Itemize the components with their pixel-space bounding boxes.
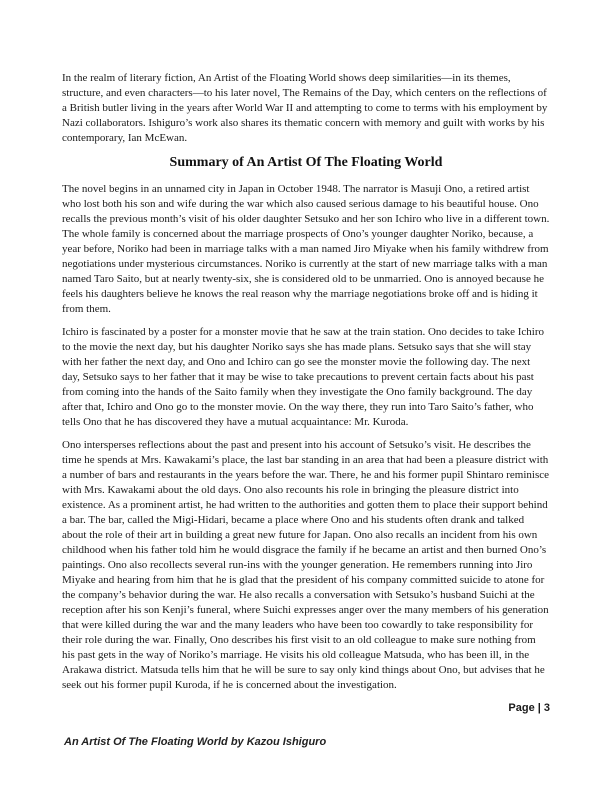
section-heading: Summary of An Artist Of The Floating World: [169, 155, 443, 170]
intro-paragraph: In the realm of literary fiction, An Artist of the Floating World shows deep similarities—in its themes, structure, and even characters—to his later novel, The Remains of the Day, which centers on the reflections of a British butler living in the years after World War II and attempting to come to terms with his employment by Nazi collaborators. Ishiguro’s work also shares its thematic concern with memory and guilt with works by his contemporary, Ian McEwan.: [62, 72, 548, 144]
page-content: [62, 71, 550, 716]
summary-paragraph-2: Ichiro is fascinated by a poster for a monster movie that he saw at the train station. Ono decides to take Ichiro to the movie the next day, but his daughter Noriko says she has made plans. Setsuko says that she will stay with her father the next day, and Ono and Ichiro can go see the monster movie the following day. The next day, Setsuko says to her father that it may be wise to take precautions to prevent certain facts about his past from coming into the hands of the Saito family when they investigate the Ono family background. The day after that, Ichiro and Ono go to the monster movie. On the way there, they run into Taro Saito’s father, who tells Ono that he has discovered they have a mutual acquaintance: Mr. Kuroda.: [62, 326, 545, 428]
summary-paragraph-1: The novel begins in an unnamed city in Japan in October 1948. The narrator is Masuji Ono, a retired artist who lost both his son and wife during the war which also caused serious damage to his beautiful house. Ono recalls the previous month’s visit of his older daughter Setsuko and her son Ichiro who live in a different town. The whole family is concerned about the marriage prospects of Ono’s younger daughter Noriko, because, a year before, Noriko had been in marriage talks with a man named Jiro Miyake when his family withdrew from negotiations under mysterious circumstances. Noriko is currently at the start of new marriage talks with a man named Taro Saito, but at nearly twenty-six, she is considered old to be unmarried. Ono is annoyed because he feels his daughters believe he knows the real reason why the marriage negotiations broke off and is hiding it from them.: [62, 183, 550, 315]
summary-paragraph-3: Ono intersperses reflections about the past and present into his account of Setsuko’s visit. He describes the time he spends at Mrs. Kawakami’s place, the last bar standing in an area that had been a pleasure district with a number of bars and restaurants in the years before the war. There, he and his former pupil Shintaro reminisce with Mrs. Kawakami about the old days. Ono also recounts his role in bringing the pleasure district into existence. As a prominent artist, he had written to the authorities and gotten them to place their support behind a bar. The bar, called the Migi-Hidari, became a place where Ono and his students often drank and talked about the role of their art in building a great new future for Japan. Ono also recalls an incident from his own childhood when his father told him he would disgrace the family if he became an artist and then burned Ono’s paintings. Ono also recollects several run-ins with the younger generation. He remembers running into Jiro Miyake and hearing from him that he is glad that the president of his company committed suicide to atone for the company’s behavior during the war. He also recalls a conversation with Setsuko’s husband Suichi at the reception after his son Kenji’s funeral, where Suichi expresses anger over the many members of his generation that were killed during the war and the many leaders who have been too cowardly to take responsibility for their role during the war. Finally, Ono describes his first visit to an old colleague to make sure nothing from his past gets in the way of Noriko’s marriage. He visits his old colleague Matsuda, who has been ill, in the Arakawa district. Matsuda tells him that he will be sure to say only kind things about Ono, but advises that he seek out his former pupil Kuroda, if he is concerned about the investigation.: [62, 439, 549, 691]
page-number: Page | 3: [508, 702, 550, 714]
footer-title: An Artist Of The Floating World by Kazou Ishiguro: [64, 736, 327, 748]
